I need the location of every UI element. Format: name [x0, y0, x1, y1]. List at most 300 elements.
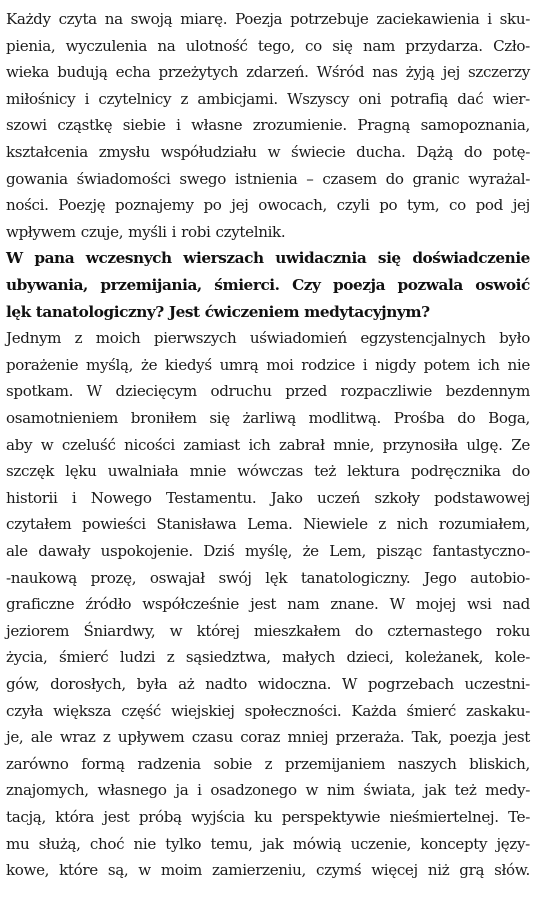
- word: się: [209, 409, 230, 427]
- word: Jego: [424, 568, 457, 587]
- word: osadzonego: [210, 781, 297, 800]
- word: broniłem: [130, 409, 197, 427]
- word: żyją: [405, 63, 435, 82]
- word: szczerzy: [468, 63, 530, 82]
- word: Te-: [508, 808, 530, 826]
- word: lęk: [265, 568, 288, 587]
- word: pienia,: [6, 36, 56, 55]
- word: uczestni-: [464, 675, 530, 693]
- word: uspokojenie.: [100, 542, 193, 560]
- word: W: [389, 595, 405, 614]
- word: świata,: [363, 781, 416, 800]
- word: powieści: [82, 515, 146, 534]
- word: ubywania,: [6, 276, 88, 294]
- word: dorosłych,: [50, 675, 126, 693]
- word: zdarzeń.: [246, 63, 309, 82]
- word: po: [203, 196, 222, 215]
- word: jej: [442, 63, 460, 82]
- word: nie: [507, 355, 530, 374]
- word: czasem: [322, 169, 377, 188]
- word: zamierzeniu,: [211, 861, 306, 880]
- word: ale: [30, 728, 53, 747]
- word: nicości: [124, 435, 175, 454]
- word: fantastyczno-: [432, 542, 530, 560]
- word: Testamentu.: [165, 488, 257, 507]
- word: próbą: [138, 808, 182, 826]
- word: medytacyjnym?: [304, 302, 430, 321]
- word: myśli: [128, 222, 167, 241]
- word: oswoić: [475, 276, 530, 294]
- word: jak: [261, 834, 284, 853]
- word: Jednym: [6, 329, 62, 348]
- word: jak: [424, 781, 446, 800]
- word: perspektywie: [281, 808, 381, 826]
- text-line: [6, 751, 530, 777]
- word: podstawowej: [434, 488, 530, 507]
- word: też: [454, 781, 477, 800]
- word: i: [84, 89, 90, 108]
- word: na: [157, 36, 176, 55]
- text-line: [6, 6, 530, 32]
- text-line: [6, 804, 530, 830]
- word: świecie: [291, 143, 346, 161]
- word: śmierć: [59, 648, 109, 667]
- word: Poezja: [235, 10, 283, 28]
- word: Dziś: [203, 542, 235, 560]
- word: życia,: [6, 648, 48, 667]
- word: źródło: [85, 595, 132, 614]
- text-line: [6, 777, 530, 803]
- word: gowania: [6, 169, 68, 188]
- word: coraz: [240, 728, 281, 747]
- word: przynosiła: [382, 435, 458, 454]
- word: -naukową: [6, 568, 77, 587]
- word: je,: [6, 728, 24, 747]
- word: wyjścia: [191, 808, 245, 826]
- word: mnie,: [333, 435, 375, 454]
- word: nich: [396, 515, 429, 534]
- word: zaskaku-: [465, 701, 530, 720]
- word: zabrał: [279, 435, 325, 454]
- word: nas: [372, 63, 398, 82]
- text-line: [6, 219, 530, 245]
- word: Ze: [511, 435, 530, 454]
- word: część: [121, 701, 161, 720]
- word: uwalniała: [107, 462, 179, 481]
- word: z: [74, 329, 83, 348]
- word: przydarza.: [405, 36, 483, 55]
- word: w: [138, 861, 151, 880]
- word: własne: [191, 116, 243, 135]
- word: kształcenia: [6, 143, 88, 161]
- word: wyczulenia: [65, 36, 148, 55]
- word: medy-: [485, 781, 530, 800]
- text-line: [6, 618, 530, 644]
- word: osamotnieniem: [6, 409, 119, 427]
- word: z: [166, 648, 175, 667]
- word: pogrzebach: [367, 675, 454, 693]
- word: ulotność: [185, 36, 248, 55]
- word: aż: [178, 675, 195, 693]
- word: Poezję: [58, 196, 106, 215]
- text-line: [6, 33, 530, 59]
- word: bezdennym: [445, 382, 530, 401]
- word: Wśród: [316, 63, 365, 82]
- word: uczeń: [317, 488, 361, 507]
- word: egzystencjalnych: [360, 329, 486, 348]
- word: śmierci.: [214, 276, 280, 294]
- text-line: [6, 86, 530, 112]
- word: owocach,: [258, 196, 327, 215]
- word: mu: [6, 834, 30, 853]
- word: śmierć: [406, 701, 456, 720]
- word: czyta: [58, 10, 97, 28]
- word: cząstkę: [57, 116, 113, 135]
- word: mojej: [415, 595, 456, 614]
- word: formą: [81, 754, 125, 773]
- question-line: [6, 245, 530, 271]
- text-line: [6, 458, 530, 484]
- word: tanatologiczny.: [300, 568, 411, 587]
- word: autobio-: [470, 568, 530, 587]
- word: wczesnych: [85, 249, 172, 268]
- word: pisząc: [376, 542, 422, 560]
- text-line: [6, 591, 530, 617]
- word: w: [40, 435, 54, 454]
- word: Śniardwy,: [83, 621, 156, 640]
- word: co: [449, 196, 466, 215]
- word: Lema.: [247, 515, 293, 534]
- word: samopoznania,: [420, 116, 530, 135]
- word: moi: [266, 355, 294, 374]
- word: się: [377, 249, 401, 268]
- word: świadomości: [76, 169, 171, 188]
- word: graficzne: [6, 595, 75, 614]
- word: i: [171, 222, 177, 241]
- word: podręcznika: [410, 462, 501, 481]
- word: myślą,: [86, 355, 134, 374]
- word: poznajemy: [115, 196, 194, 215]
- word: niż: [427, 861, 450, 880]
- word: że: [140, 355, 158, 374]
- word: i: [197, 781, 202, 800]
- word: W: [86, 382, 102, 401]
- word: przemijaniem: [284, 754, 386, 773]
- word: potem: [423, 355, 470, 374]
- word: W: [6, 249, 23, 268]
- word: mówią: [292, 834, 342, 853]
- word: ambicjami.: [197, 89, 278, 108]
- word: na: [104, 10, 123, 28]
- text-line: [6, 565, 530, 591]
- word: służą,: [38, 834, 81, 853]
- word: czytelnik.: [215, 222, 286, 241]
- word: Nowego: [90, 488, 152, 507]
- word: ności.: [6, 196, 49, 215]
- word: prozę,: [90, 568, 137, 587]
- word: w: [169, 621, 183, 640]
- word: –: [306, 169, 314, 188]
- word: upływem: [117, 728, 185, 747]
- word: i: [362, 355, 368, 374]
- word: czytelnicy: [98, 89, 172, 108]
- text-line: [6, 405, 530, 431]
- word: Lem,: [329, 542, 366, 560]
- text-line: [6, 192, 530, 218]
- word: co: [305, 36, 322, 55]
- word: że: [302, 542, 319, 560]
- word: wieka: [6, 63, 50, 82]
- word: roku: [496, 621, 530, 640]
- word: dzieci,: [346, 648, 394, 667]
- word: czytałem: [6, 515, 72, 534]
- word: słów.: [494, 861, 530, 880]
- word: szczęk: [6, 462, 55, 481]
- word: dać: [457, 89, 484, 108]
- word: naszych: [397, 754, 457, 773]
- word: tego,: [257, 36, 295, 55]
- word: są,: [107, 861, 129, 880]
- word: czeluść: [61, 435, 116, 454]
- word: zmysłu: [98, 143, 150, 161]
- word: nadto: [205, 675, 247, 693]
- word: w: [305, 781, 319, 800]
- text-line: [6, 112, 530, 138]
- word: sku-: [499, 10, 530, 28]
- word: nigdy: [375, 355, 416, 374]
- word: jeziorem: [6, 621, 70, 640]
- word: Pragną: [357, 116, 411, 135]
- word: widoczna.: [257, 675, 332, 693]
- word: Każda: [351, 701, 397, 720]
- word: była: [136, 675, 168, 693]
- word: lęk: [6, 302, 31, 321]
- word: małych: [282, 648, 335, 667]
- word: pozwala: [397, 276, 463, 294]
- word: mnie: [189, 462, 227, 481]
- text-line: [6, 485, 530, 511]
- text-line: [6, 352, 530, 378]
- word: przed: [285, 382, 327, 401]
- word: której: [196, 621, 240, 640]
- word: potę-: [492, 143, 530, 161]
- word: znane.: [330, 595, 379, 614]
- word: oni: [358, 89, 381, 108]
- word: sąsiedztwa,: [185, 648, 271, 667]
- word: grą: [459, 861, 485, 880]
- word: temu,: [210, 834, 253, 853]
- word: czyła: [6, 701, 44, 720]
- question-line: [6, 299, 530, 325]
- word: lęku: [65, 462, 97, 481]
- word: języ-: [496, 834, 530, 853]
- word: czyli: [336, 196, 370, 215]
- word: mieszkałem: [253, 621, 341, 640]
- word: bliskich,: [469, 754, 530, 773]
- word: czymś: [315, 861, 362, 880]
- word: lektura: [347, 462, 400, 481]
- text-line: [6, 644, 530, 670]
- word: echa: [115, 63, 151, 82]
- word: do: [385, 169, 404, 188]
- word: współudziału: [160, 143, 257, 161]
- word: uczenie,: [350, 834, 412, 853]
- word: gów,: [6, 675, 40, 693]
- word: uwidacznia: [275, 249, 367, 268]
- word: istnienia: [234, 169, 298, 188]
- word: jej: [231, 196, 249, 215]
- word: czuje,: [80, 222, 124, 241]
- word: Niewiele: [303, 515, 368, 534]
- word: Dążą: [416, 143, 453, 161]
- text-line: [6, 724, 530, 750]
- word: społeczności.: [244, 701, 342, 720]
- word: szowi: [6, 116, 47, 135]
- word: radzenia: [137, 754, 201, 773]
- word: miarę.: [180, 10, 228, 28]
- word: moich: [95, 329, 141, 348]
- text-line: [6, 671, 530, 697]
- word: nad: [502, 595, 530, 614]
- text-line: [6, 857, 530, 883]
- word: tacją,: [6, 808, 46, 826]
- word: wiejskiej: [171, 701, 235, 720]
- word: kole-: [494, 648, 530, 667]
- word: nam: [287, 595, 320, 614]
- text-line: [6, 432, 530, 458]
- word: wier-: [492, 89, 530, 108]
- word: zaciekawienia: [376, 10, 480, 28]
- word: tylko: [165, 834, 202, 853]
- word: koncepty: [420, 834, 488, 853]
- word: pierwszych: [153, 329, 237, 348]
- word: kowe,: [6, 861, 50, 880]
- word: Jako: [270, 488, 303, 507]
- word: mniej: [287, 728, 329, 747]
- word: umrą: [219, 355, 259, 374]
- word: siebie: [122, 116, 166, 135]
- word: uświadomień: [249, 329, 347, 348]
- word: moim: [160, 861, 202, 880]
- word: szkoły: [374, 488, 420, 507]
- word: swoją: [130, 10, 173, 28]
- word: zarówno: [6, 754, 69, 773]
- word: porażenie: [6, 355, 79, 374]
- word: kiedyś: [164, 355, 212, 374]
- word: tanatologiczny?: [35, 302, 164, 321]
- word: które: [59, 861, 98, 880]
- word: było: [499, 329, 530, 348]
- word: modlitwą.: [308, 409, 382, 427]
- word: doświadczenie: [412, 249, 530, 268]
- text-line: [6, 166, 530, 192]
- word: się: [332, 36, 353, 55]
- word: Stanisława: [156, 515, 237, 534]
- word: Wszyscy: [287, 89, 350, 108]
- word: jest: [103, 808, 130, 826]
- word: która: [55, 808, 95, 826]
- word: ale: [6, 542, 28, 560]
- word: też: [314, 462, 336, 481]
- word: do: [511, 462, 530, 481]
- word: nim: [326, 781, 355, 800]
- word: sobie: [213, 754, 252, 773]
- word: większa: [53, 701, 112, 720]
- word: Czy: [292, 276, 321, 294]
- word: i: [487, 10, 492, 28]
- word: z: [378, 515, 386, 534]
- word: granic: [412, 169, 460, 188]
- word: zrozumienie.: [252, 116, 347, 135]
- word: dziecięcym: [115, 382, 197, 401]
- word: dawały: [38, 542, 91, 560]
- text-line: [6, 378, 530, 404]
- word: tym,: [407, 196, 440, 215]
- word: ulgę.: [466, 435, 503, 454]
- word: poezja: [332, 276, 386, 294]
- word: przeżytych: [158, 63, 238, 82]
- word: z: [264, 754, 273, 773]
- word: Czło-: [493, 36, 530, 55]
- word: ich: [477, 355, 500, 374]
- text-line: [6, 831, 530, 857]
- word: robi: [181, 222, 211, 241]
- word: z: [180, 89, 189, 108]
- word: wierszach: [183, 249, 264, 268]
- word: jest: [503, 728, 530, 747]
- word: ku: [254, 808, 273, 826]
- word: choć: [89, 834, 125, 853]
- word: do: [457, 409, 476, 427]
- word: przemijania,: [100, 276, 202, 294]
- word: więcej: [371, 861, 418, 880]
- word: wyrażal-: [468, 169, 530, 188]
- word: Jest: [168, 302, 200, 321]
- word: zamiast: [183, 435, 240, 454]
- text-line: [6, 59, 530, 85]
- word: do: [354, 621, 373, 640]
- word: W: [341, 675, 358, 693]
- word: nie: [133, 834, 156, 853]
- word: potrzebuje: [290, 10, 369, 28]
- text-line: [6, 698, 530, 724]
- word: rozumiałem,: [438, 515, 530, 534]
- word: wsi: [467, 595, 492, 614]
- word: rozpaczliwie: [340, 382, 433, 401]
- word: przeraża.: [335, 728, 405, 747]
- word: pod: [475, 196, 503, 215]
- word: spotkam.: [6, 382, 74, 401]
- word: wpływem: [6, 222, 76, 241]
- word: rodzice: [301, 355, 355, 374]
- word: jest: [250, 595, 277, 614]
- word: oswajał: [149, 568, 205, 587]
- word: współcześnie: [142, 595, 239, 614]
- word: wraz: [59, 728, 96, 747]
- word: swój: [218, 568, 252, 587]
- word: czternastego: [387, 621, 482, 640]
- word: koleżanek,: [405, 648, 484, 667]
- word: Każdy: [6, 10, 51, 28]
- text-line: [6, 511, 530, 537]
- word: własnego: [97, 781, 167, 800]
- word: odruchu: [210, 382, 272, 401]
- word: Prośba: [393, 409, 445, 427]
- word: ich: [248, 435, 271, 454]
- text-line: [6, 538, 530, 564]
- word: ludzi: [119, 648, 156, 667]
- word: jej: [512, 196, 530, 215]
